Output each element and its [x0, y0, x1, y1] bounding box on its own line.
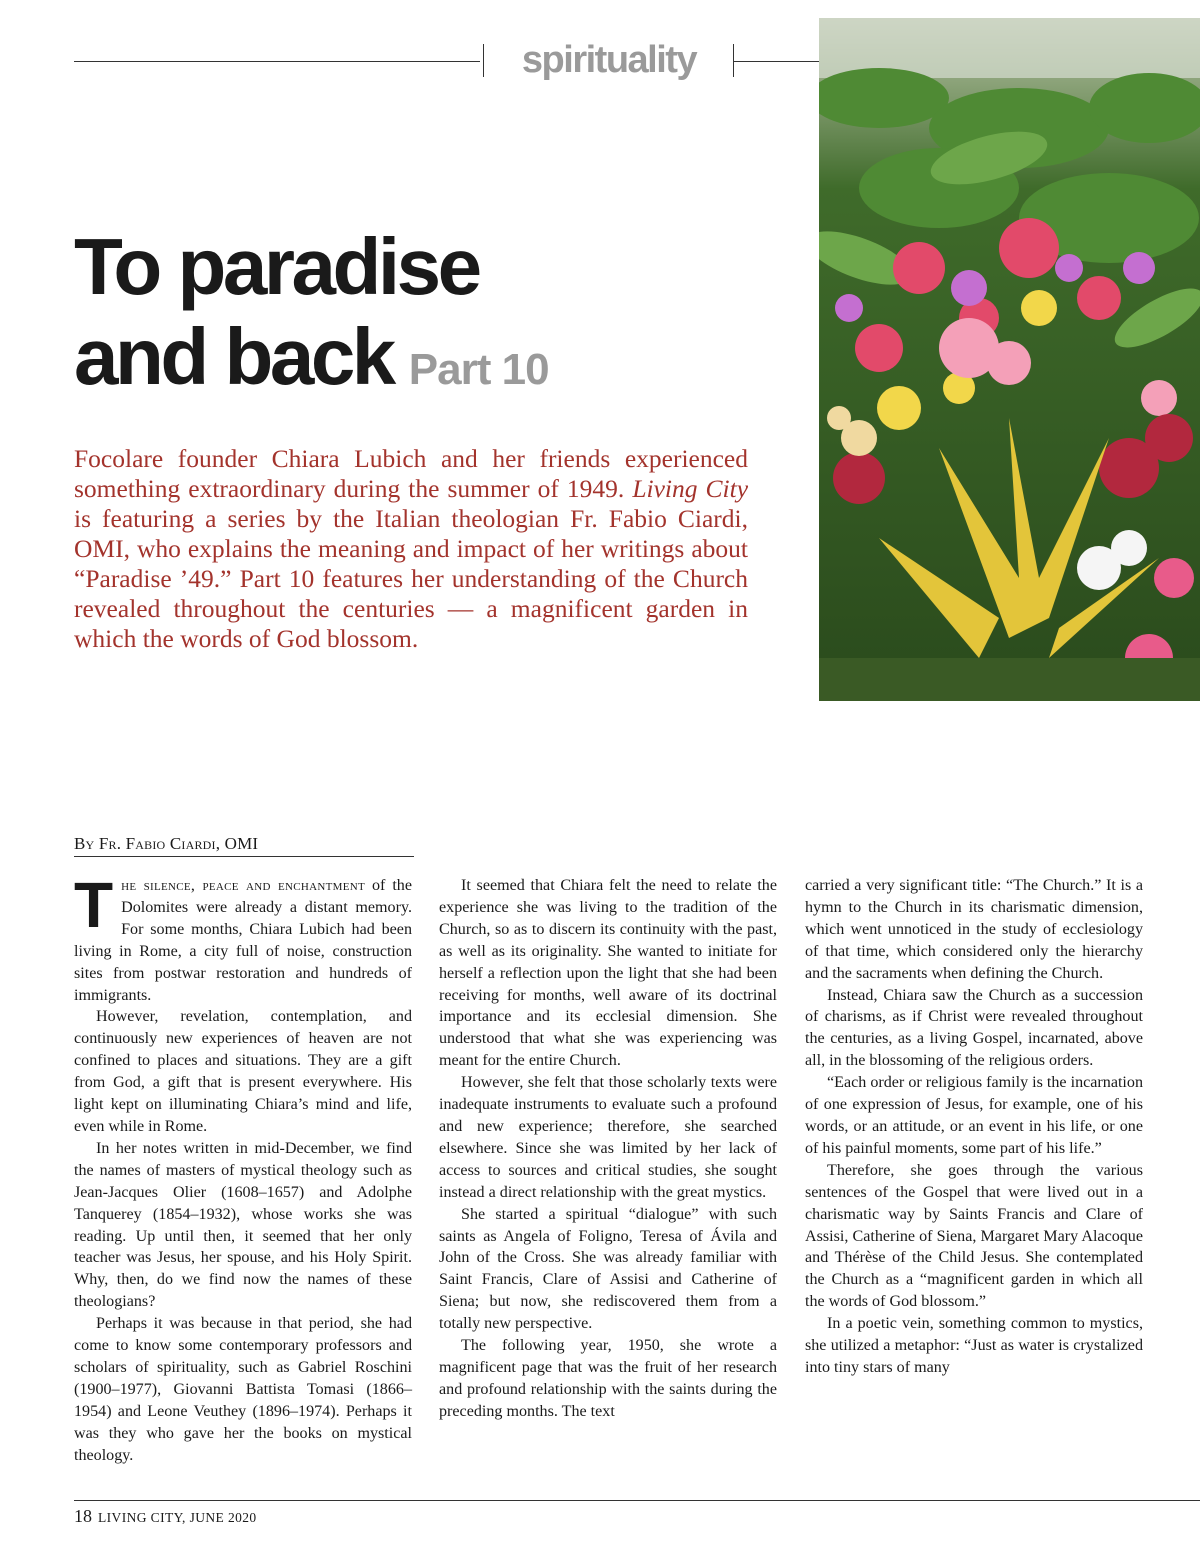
article-deck [74, 444, 748, 654]
header-rule-right [734, 61, 820, 62]
paragraph: Instead, Chiara saw the Church as a succession of charisms, as if Christ were revealed throughout the centuries, as a living Gospel, incarnated, above all, in the blossoming of the religious orders. [805, 986, 1143, 1070]
article-title [74, 222, 794, 415]
paragraph [74, 869, 412, 1006]
deck-publication: Living City [632, 474, 749, 503]
page-number: 18 [74, 1506, 92, 1526]
title-line-1: To paradise [74, 222, 479, 311]
body-column-2 [439, 875, 777, 1423]
paragraph: It seemed that Chiara felt the need to relate the experience she was living to the tradition of the Church, so as to discern its continuity with the past, as well as its originality. She wanted to initiate for herself a reflection upon the light that she had been receiving for months, well aware of its doctrinal importance and its ecclesial dimension. She understood that what she was experiencing was meant for the entire Church. [439, 877, 777, 1070]
byline: By Fr. Fabio Ciardi, OMI [74, 834, 414, 857]
section-label: spirituality [521, 39, 697, 81]
paragraph: In a poetic vein, something common to mystics, she utilized a metaphor: “Just as water is crystalized into tiny stars of many [805, 1315, 1143, 1376]
header-rule-left [74, 61, 480, 62]
title-line-2 [74, 312, 794, 415]
header-tick-left [483, 44, 484, 77]
garden-photo [819, 18, 1200, 701]
lead-in-smallcaps: he silence, peace and enchantment [121, 877, 366, 894]
paragraph: Therefore, she goes through the various sentences of the Gospel that were lived out in a charismatic way by Saints Francis and Clare of Assisi, Catherine of Siena, Margaret Mary Alacoque and Thérèse of the Child Jesus. She contemplated the Church as a “magnificent garden in which all the words of God blossom.” [805, 1161, 1143, 1311]
paragraph: However, revelation, contemplation, and continuously new experiences of heaven are not confined to places and situations. They are a gift from God, a gift that is present everywhere. His light kept on illuminating Chiara’s mind and life, even while in Rome. [74, 1008, 412, 1135]
body-column-3 [805, 875, 1143, 1379]
paragraph: Perhaps it was because in that period, she had come to know some contemporary professors and scholars of spirituality, such as Gabriel Roschini (1900–1977), Giovanni Battista Tomasi (1866–1954) and Leone Veuthey (1896–1974). Perhaps it was they who gave her the books on mystical theology. [74, 1315, 412, 1464]
part-label: Part 10 [408, 345, 549, 394]
paragraph: She started a spiritual “dialogue” with such saints as Angela of Foligno, Teresa of Ávila and John of the Cross. She was already familiar with Saint Francis, Clare of Assisi and Catherine of Siena; but now, she rediscovered them from a totally new perspective. [439, 1205, 777, 1333]
paragraph: However, she felt that those scholarly texts were inadequate instruments to evaluate such a profound and new experience; therefore, she searched elsewhere. Since she was limited by her lack of access to sources and critical studies, she sought instead a direct relationship with the great mystics. [439, 1074, 777, 1201]
paragraph: carried a very significant title: “The Church.” It is a hymn to the Church in its charismatic dimension, which went unnoticed in the study of ecclesiology of that time, which considered only the hierarchy and the sacraments when defining the Church. [805, 877, 1143, 982]
section-header [74, 40, 820, 80]
footer-rule [74, 1500, 1200, 1501]
deck-lead: Focolare founder Chiara Lubich and her friends experienced something extraordinary during the summer of 1949. [74, 444, 748, 503]
deck-rest: is featuring a series by the Italian theologian Fr. Fabio Ciardi, OMI, who explains the meaning and impact of her writings about “Paradise ’49.” Part 10 features her understanding of the Church revealed throughout the centuries — a magnificent garden in which the words of God blossom. [74, 504, 748, 653]
title-line-2-text: and back [74, 312, 393, 401]
body-column-1 [74, 869, 412, 1466]
page-footer [74, 1506, 257, 1527]
paragraph-text: of the Dolomites were already a distant memory. For some months, Chiara Lubich had been living in Rome, a city full of noise, construction sites from postwar restoration and hundreds of immigrants. [74, 877, 412, 1004]
publication-line: LIVING CITY, JUNE 2020 [98, 1510, 257, 1525]
paragraph: “Each order or religious family is the incarnation of one expression of Jesus, for example, one of his words, or an attitude, or an event in his life, or one of his painful moments, some part of his life.” [805, 1074, 1143, 1157]
paragraph: The following year, 1950, she wrote a magnificent page that was the fruit of her research and profound relationship with the saints during the preceding months. The text [439, 1337, 777, 1420]
paragraph: In her notes written in mid-December, we find the names of masters of mystical theology such as Jean-Jacques Olier (1608–1657) and Adolphe Tanquerey (1854–1932), whose works she was reading. Up until then, it seemed that her only teacher was Jesus, her spouse, and his Holy Spirit. Why, then, do we find now the names of these theologians? [74, 1139, 412, 1311]
drop-cap: T [74, 869, 114, 941]
